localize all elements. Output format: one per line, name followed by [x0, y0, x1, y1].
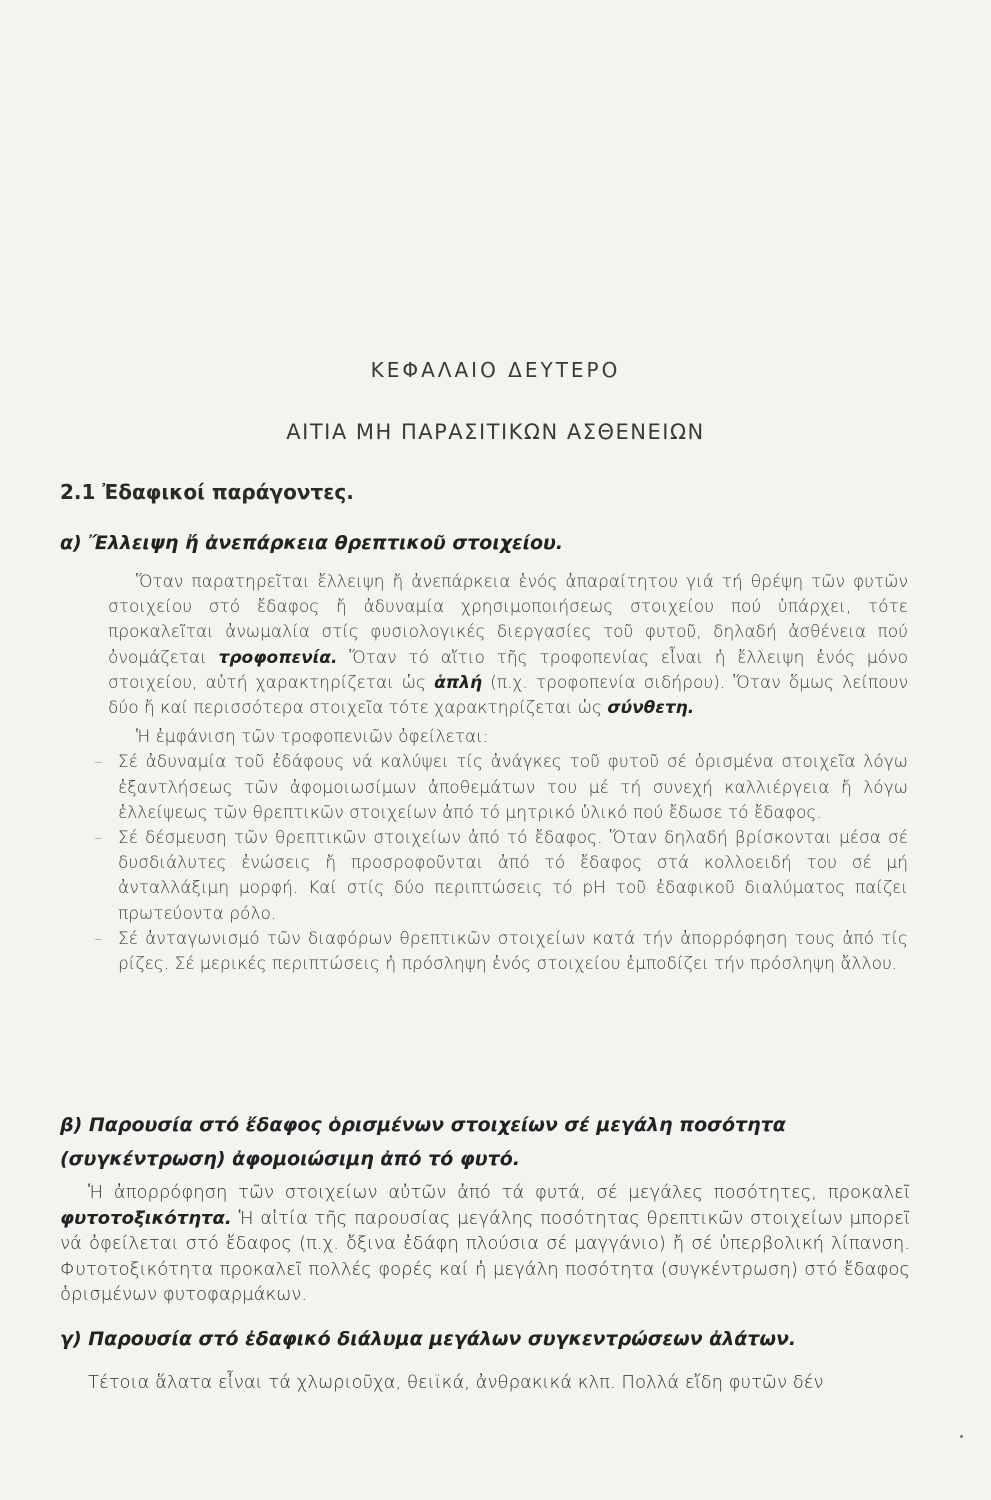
text-run: Ἡ αἰτία τῆς παρουσίας μεγάλης ποσότητας θρεπτικῶν στοιχείων μπορεῖ νά ὀφείλεται στό ἔδαφος (π.χ. ὄξινα ἐδάφη πλούσια σέ μαγγάνιο) ἤ σέ ὑπερβολική λίπανση. Φυτοτοξικότητα προκαλεῖ πολλές φορές καί ἡ μεγάλη ποσότητα (συγκέντρωση) στό ἔδαφος ὁρισμένων φυτοφαρμάκων.	[60, 1207, 910, 1305]
term-syntheti: σύνθετη.	[607, 698, 695, 719]
term-tropopenia: τροφοπενία.	[218, 647, 338, 668]
chapter-heading: ΚΕΦΑΛΑΙΟ ΔΕΥΤΕΡΟ	[370, 358, 621, 382]
term-phytotoxicity: φυτοτοξικότητα.	[60, 1207, 232, 1229]
text-run: Ὅταν τό αἴτιο τῆς τροφοπενίας εἶναι ἡ ἔλλειψη ἑνός μόνο στοιχείου, αὐτή χαρακτηρίζεται ὡς	[108, 647, 908, 693]
subheading-a: α) Ἔλλειψη ἤ ἀνεπάρκεια θρεπτικοῦ στοιχείου.	[60, 532, 564, 554]
paragraph-tropopenia	[108, 570, 908, 721]
section-b-body	[60, 1180, 910, 1308]
paragraph-phytotoxicity	[60, 1180, 910, 1308]
print-speck	[960, 1435, 963, 1438]
paragraph-salts: Τέτοια ἅλατα εἶναι τά χλωριοῦχα, θειϊκά, ἀνθρακικά κλπ. Πολλά εἴδη φυτῶν δέν	[88, 1372, 824, 1393]
list-item: – Σέ ἀνταγωνισμό τῶν διαφόρων θρεπτικῶν στοιχείων κατά τήν ἀπορρόφηση τους ἀπό τίς ρίζες. Σέ μερικές περιπτώσεις ἡ πρόσληψη ἑνός στοιχείου ἐμποδίζει τήν πρόσληψη ἄλλου.	[108, 927, 908, 977]
text-run: Ὅταν παρατηρεῖται ἔλλειψη ἤ ἀνεπάρκεια ἑνός ἀπαραίτητου γιά τή θρέψη τῶν φυτῶν στοιχείου στό ἔδαφος ἤ ἀδυναμία χρησιμοποιήσεως στοιχείου πού ὑπάρχει, τότε προκαλεῖται ἀνωμαλία στίς φυσιολογικές διεργασίες τοῦ φυτοῦ, δηλαδή ἀσθένεια πού ὀνομάζεται	[108, 572, 908, 668]
list-item: – Σέ δέσμευση τῶν θρεπτικῶν στοιχείων ἀπό τό ἔδαφος. Ὅταν δηλαδή βρίσκονται μέσα σέ δυσδιάλυτες ἐνώσεις ἤ προσροφοῦνται ἀπό τό ἔδαφος στά κολλοειδή του σέ μή ἀνταλλάξιμη μορφή. Καί στίς δύο περιπτώσεις τό pH τοῦ ἐδαφικοῦ διαλύματος παίζει πρωτεύοντα ρόλο.	[108, 826, 908, 927]
subheading-b: β) Παρουσία στό ἔδαφος ὁρισμένων στοιχείων σέ μεγάλη ποσότητα (συγκέντρωση) ἀφομοιώσιμη ἀπό τό φυτό.	[60, 1114, 786, 1170]
section-title: 2.1 Ἐδαφικοί παράγοντες.	[60, 480, 354, 504]
subheading-c: γ) Παρουσία στό ἐδαφικό διάλυμα μεγάλων συγκεντρώσεων ἀλάτων.	[60, 1328, 797, 1350]
term-apli: ἁπλή	[434, 672, 483, 693]
text-run: (π.χ. τροφοπενία σιδήρου). Ὅταν ὅμως λείπουν δύο ἤ καί περισσότερα στοιχεῖα τότε χαρακτηρίζεται ὡς	[108, 672, 908, 719]
paragraph-causes: Ἡ ἐμφάνιση τῶν τροφοπενιῶν ὀφείλεται:	[136, 727, 489, 748]
list-item: – Σέ ἀδυναμία τοῦ ἐδάφους νά καλύψει τίς ἀνάγκες τοῦ φυτοῦ σέ ὁρισμένα στοιχεῖα λόγω ἐξαντλήσεως τῶν ἀφομοιωσίμων ἀποθεμάτων του μέ τή συνεχή καλλιέργεια ἤ λόγω ἐλλείψεως τῶν θρεπτικῶν στοιχείων ἀπό τό μητρικό ὑλικό πού ἔδωσε τό ἔδαφος.	[108, 750, 908, 826]
text-run: Ἡ ἀπορρόφηση τῶν στοιχείων αὐτῶν ἀπό τά φυτά, σέ μεγάλες ποσότητες, προκαλεῖ	[88, 1182, 910, 1203]
section-c-body	[60, 1370, 910, 1396]
chapter-title: ΑΙΤΙΑ ΜΗ ΠΑΡΑΣΙΤΙΚΩΝ ΑΣΘΕΝΕΙΩΝ	[286, 420, 705, 444]
causes-list	[108, 750, 908, 977]
section-a-body	[108, 570, 908, 977]
